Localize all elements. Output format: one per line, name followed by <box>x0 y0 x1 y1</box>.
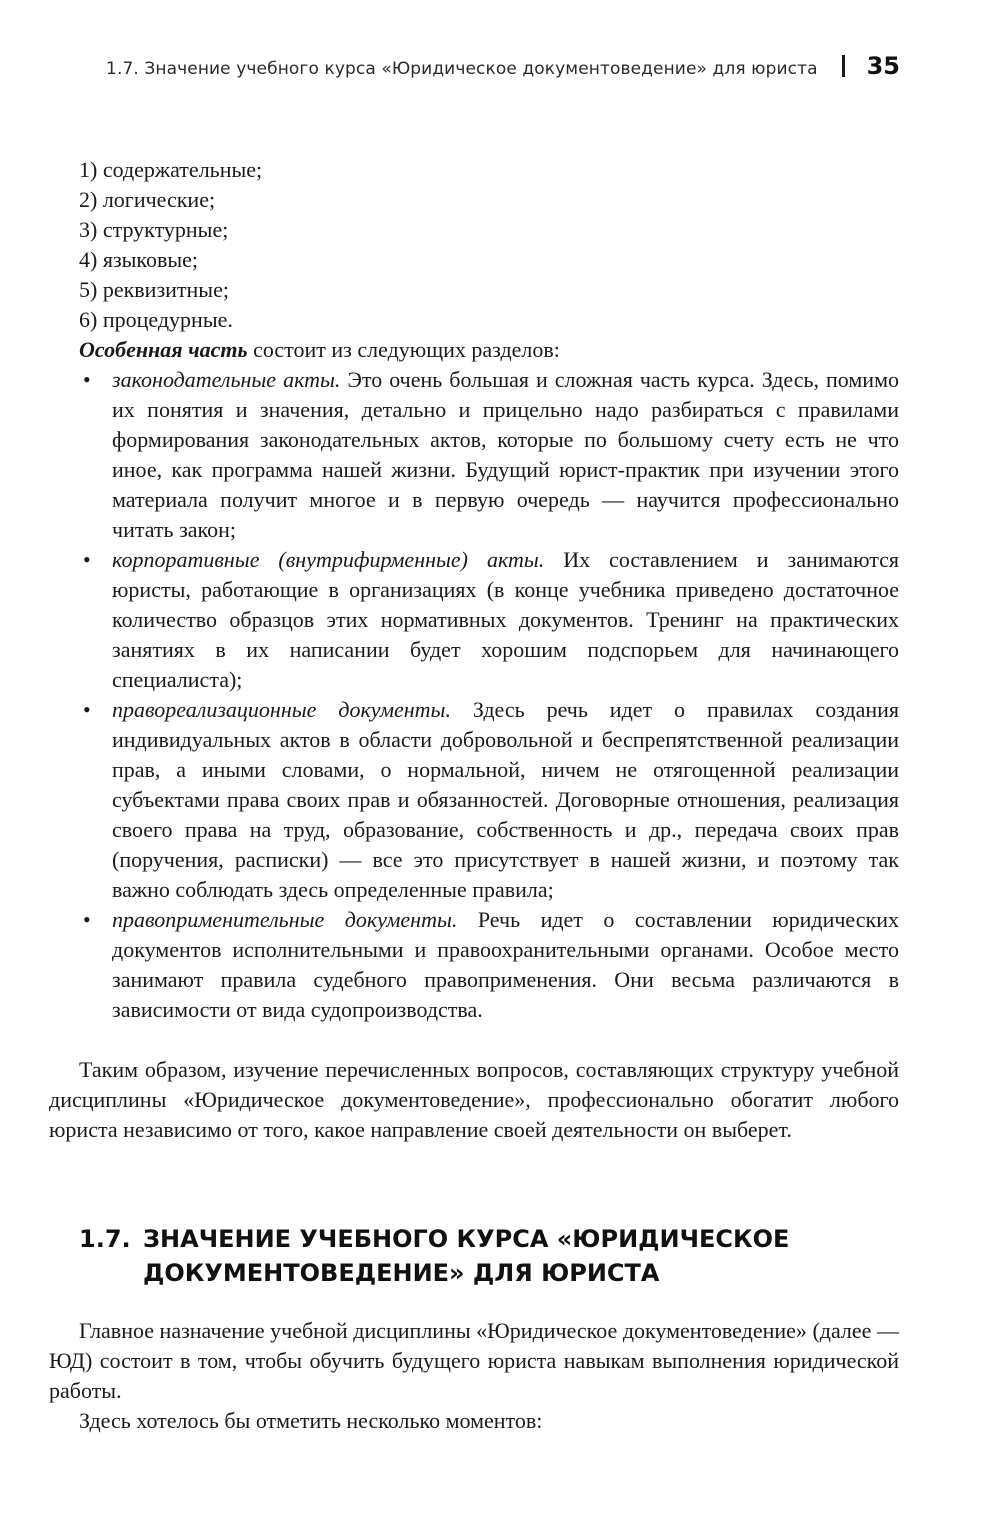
enum-item: 3) структурные; <box>79 217 229 242</box>
bullet-text: Это очень большая и сложная часть курса. Здесь, помимо их понятия и значения, детально и прицельно надо разбираться с правилами формирования законодательных актов, которые по большому счету есть не что иное, как программа нашей жизни. Будущий юрист-практик при изучении этого материала получит многое и в первую очередь — научится профессионально читать закон; <box>112 367 899 542</box>
header-divider <box>842 55 845 77</box>
running-title: 1.7. Значение учебного курса «Юридическое документоведение» для юриста <box>106 59 818 79</box>
section-number: 1.7. <box>79 1225 131 1253</box>
bullet-item <box>79 545 899 695</box>
bullet-mark: • <box>83 547 91 572</box>
bullet-text: Их составлением и занимаются юристы, работающие в организациях (в конце учебника приведено достаточное количество образцов этих нормативных документов. Тренинг на практических занятиях в их написании будет хорошим подспорьем для начинающего специалиста); <box>112 547 899 692</box>
running-header <box>0 52 900 80</box>
enum-item: 6) процедурные. <box>79 307 233 332</box>
bullet-mark: • <box>83 907 91 932</box>
enum-item: 1) содержательные; <box>79 157 263 182</box>
bullet-text: Речь идет о составлении юридических документов исполнительными и правоохранительными органами. Особое место занимают правила судебного правоприменения. Они весьма различаются в зависимости от вида судопроизводства. <box>112 907 899 1022</box>
bullet-item <box>79 905 899 1025</box>
bullet-text: Здесь речь идет о правилах создания индивидуальных актов в области добровольной и беспрепятственной реализации прав, а иными словами, о нормальной, ничем не отягощенной реализации субъектами права своих прав и обязанностей. Договорные отношения, реализация своего права на труд, образование, собственность и др., передача своих прав (поручения, расписки) — все это присутствует в нашей жизни, и поэтому так важно соблюдать здесь определенные правила; <box>112 697 900 902</box>
bullet-term: правореализационные документы. <box>112 697 451 722</box>
enum-item: 5) реквизитные; <box>79 277 229 302</box>
enum-item: 2) логические; <box>79 187 216 212</box>
bullet-term: законодательные акты. <box>112 367 341 392</box>
enumeration-list <box>79 155 899 335</box>
sections-bullet-list <box>79 365 899 1025</box>
section-paragraph: Здесь хотелось бы отметить несколько моментов: <box>79 1408 543 1433</box>
enum-item: 4) языковые; <box>79 247 199 272</box>
section-title: ЗНАЧЕНИЕ УЧЕБНОГО КУРСА «ЮРИДИЧЕСКОЕ ДОКУМЕНТОВЕДЕНИЕ» ДЛЯ ЮРИСТА <box>143 1225 790 1287</box>
bullet-term: корпоративные (внутрифирменные) акты. <box>112 547 545 572</box>
bullet-term: правоприменительные документы. <box>112 907 458 932</box>
page-number: 35 <box>866 52 900 80</box>
bullet-mark: • <box>83 697 91 722</box>
special-part-rest: состоит из следующих разделов: <box>247 337 560 362</box>
bullet-item <box>79 365 899 545</box>
special-part-intro <box>79 335 899 365</box>
bullet-item <box>79 695 899 905</box>
conclusion-paragraph: Таким образом, изучение перечисленных вопросов, составляющих структуру учебной дисциплины «Юридическое документоведение», профессионально обогатит любого юриста независимо от того, какое направление своей деятельности он выберет. <box>49 1057 899 1142</box>
special-part-term: Особенная часть <box>79 337 248 362</box>
section-paragraph: Главное назначение учебной дисциплины «Юридическое документоведение» (далее — ЮД) состоит в том, чтобы обучить будущего юриста навыкам выполнения юридической работы. <box>49 1318 899 1403</box>
bullet-mark: • <box>83 367 91 392</box>
section-heading <box>79 1222 899 1290</box>
